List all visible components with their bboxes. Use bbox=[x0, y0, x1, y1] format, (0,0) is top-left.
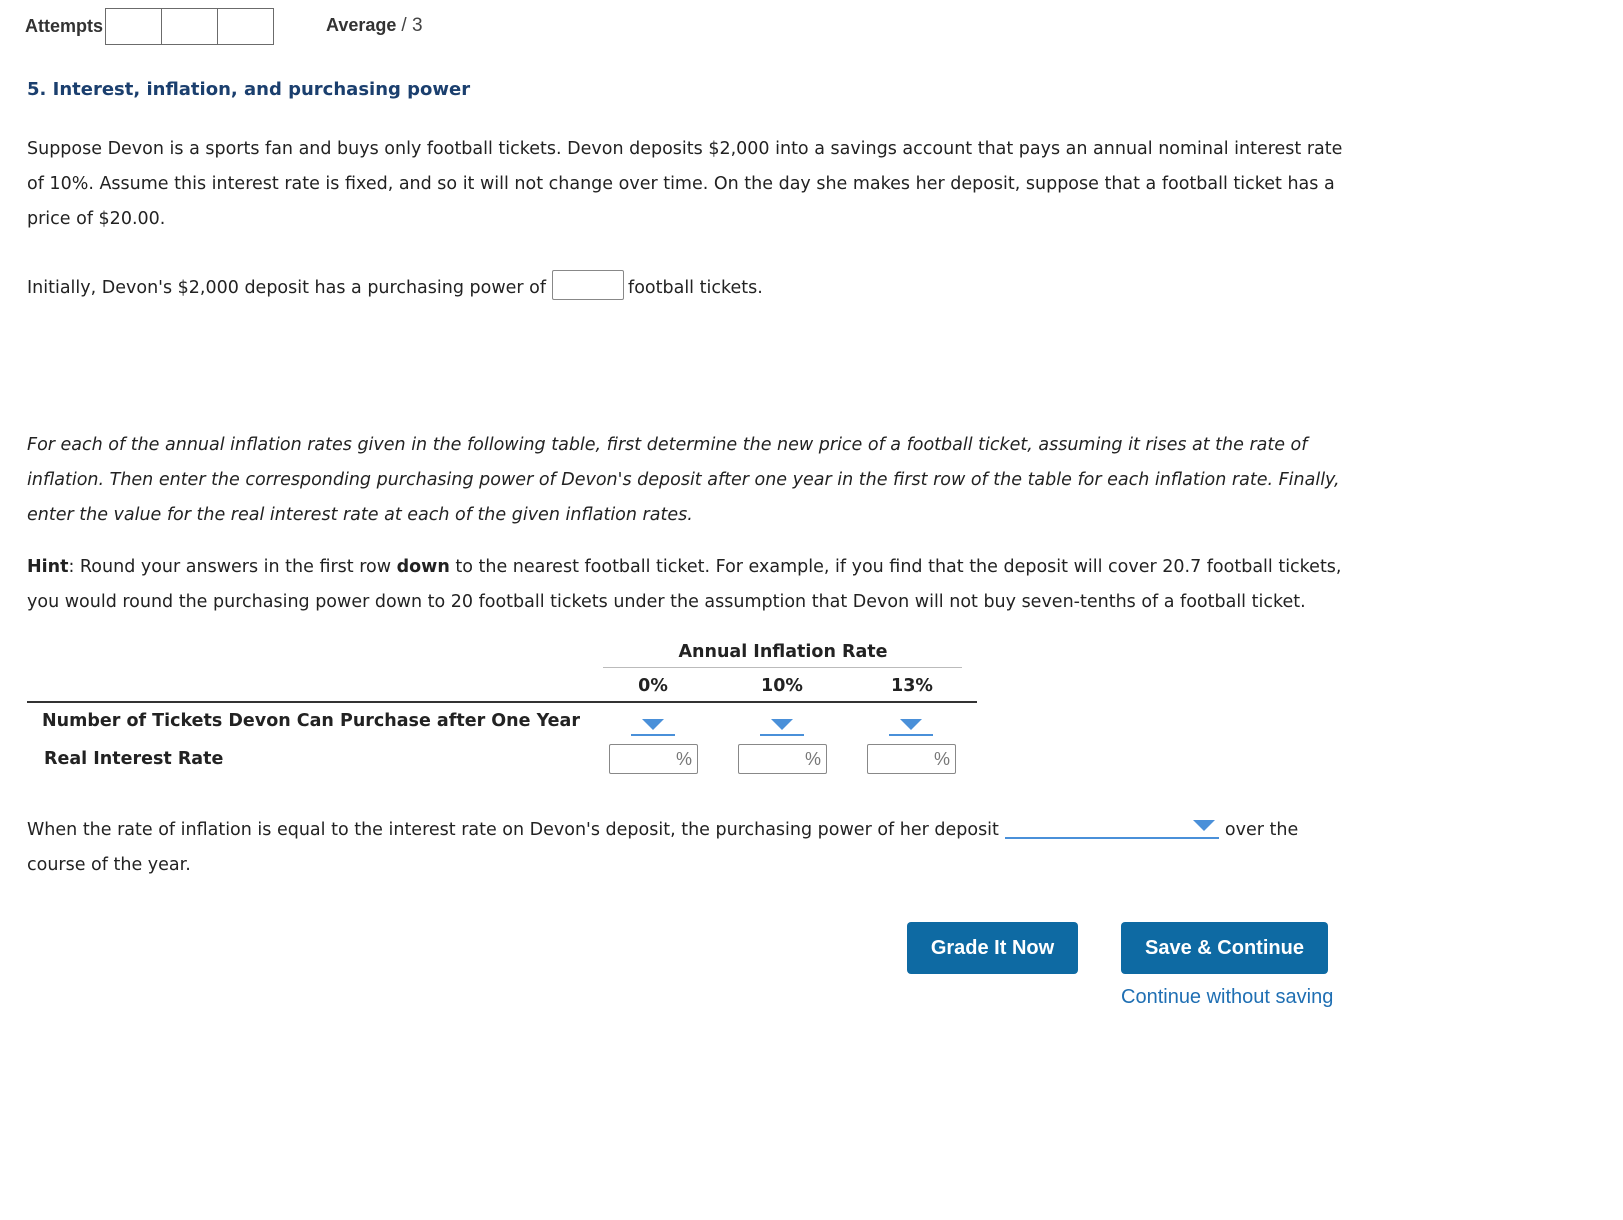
table-header-divider bbox=[603, 667, 962, 668]
question-title: 5. Interest, inflation, and purchasing power bbox=[27, 79, 471, 100]
column-header-10pct: 10% bbox=[761, 676, 803, 696]
tickets-dropdown-13pct[interactable] bbox=[889, 714, 933, 736]
percent-symbol: % bbox=[933, 749, 950, 769]
average-score bbox=[326, 15, 423, 37]
hint-paragraph bbox=[27, 550, 1357, 620]
average-label: Average bbox=[326, 15, 397, 35]
inflation-table bbox=[27, 640, 977, 790]
row-label-tickets: Number of Tickets Devon Can Purchase after One Year bbox=[42, 711, 580, 731]
equal-rates-sentence bbox=[27, 813, 1357, 883]
table-header-annual-inflation-rate: Annual Inflation Rate bbox=[678, 642, 888, 662]
grade-it-now-button[interactable]: Grade It Now bbox=[907, 922, 1078, 974]
column-header-13pct: 13% bbox=[891, 676, 933, 696]
chevron-down-icon bbox=[642, 719, 664, 730]
attempt-box-3 bbox=[217, 8, 274, 45]
column-header-0pct: 0% bbox=[638, 676, 668, 696]
hint-bold-word: down bbox=[396, 557, 450, 577]
purchasing-power-text-after: football tickets. bbox=[628, 278, 763, 298]
purchasing-power-sentence bbox=[27, 271, 1357, 306]
table-instructions: For each of the annual inflation rates given in the following table, first determine the new price of a football ticket, assuming it rises at the rate of inflation. Then enter the corresponding purchasing power of Devon's deposit after one year in the first row of the table for each inflation rate. Finally, enter the value for the real interest rate at each of the given inflation rates. bbox=[27, 435, 1340, 525]
attempts-label: Attempts bbox=[25, 16, 104, 36]
save-and-continue-button[interactable]: Save & Continue bbox=[1121, 922, 1328, 974]
purchasing-power-text-before: Initially, Devon's $2,000 deposit has a purchasing power of bbox=[27, 278, 547, 298]
hint-label: Hint bbox=[27, 557, 69, 577]
percent-symbol: % bbox=[804, 749, 821, 769]
chevron-down-icon bbox=[900, 719, 922, 730]
average-denominator: / 3 bbox=[401, 15, 423, 36]
chevron-down-icon bbox=[1193, 820, 1215, 831]
initial-purchasing-power-input[interactable] bbox=[552, 270, 624, 300]
percent-symbol: % bbox=[675, 749, 692, 769]
hint-text-1: : Round your answers in the first row bbox=[68, 557, 397, 577]
real-rate-input-13pct[interactable] bbox=[867, 744, 956, 774]
chevron-down-icon bbox=[771, 719, 793, 730]
row-label-real-interest-rate: Real Interest Rate bbox=[44, 749, 224, 769]
attempt-box-2 bbox=[161, 8, 218, 45]
question-paragraph-intro: Suppose Devon is a sports fan and buys only football tickets. Devon deposits $2,000 into a savings account that pays an annual nominal interest rate of 10%. Assume this interest rate is fixed, and so it will not change over time. On the day she makes her deposit, suppose that a football ticket has a price of $20.00. bbox=[27, 139, 1343, 229]
equal-rates-text-after: over the course of the year. bbox=[27, 820, 1299, 875]
continue-without-saving-link[interactable]: Continue without saving bbox=[1121, 986, 1334, 1008]
attempt-box-1 bbox=[105, 8, 162, 45]
attempt-boxes bbox=[106, 8, 274, 45]
table-main-divider bbox=[27, 701, 977, 703]
real-rate-input-0pct[interactable] bbox=[609, 744, 698, 774]
purchasing-power-change-dropdown[interactable] bbox=[1005, 814, 1219, 838]
hint-text-2: to the nearest football ticket. For example, if you find that the deposit will cover 20.7 football tickets, you would round the purchasing power down to 20 football tickets under the assumption that Devon will not buy seven-tenths of a football ticket. bbox=[27, 557, 1342, 612]
tickets-dropdown-10pct[interactable] bbox=[760, 714, 804, 736]
real-rate-input-10pct[interactable] bbox=[738, 744, 827, 774]
tickets-dropdown-0pct[interactable] bbox=[631, 714, 675, 736]
equal-rates-text-before: When the rate of inflation is equal to the interest rate on Devon's deposit, the purchasing power of her deposit bbox=[27, 820, 999, 840]
